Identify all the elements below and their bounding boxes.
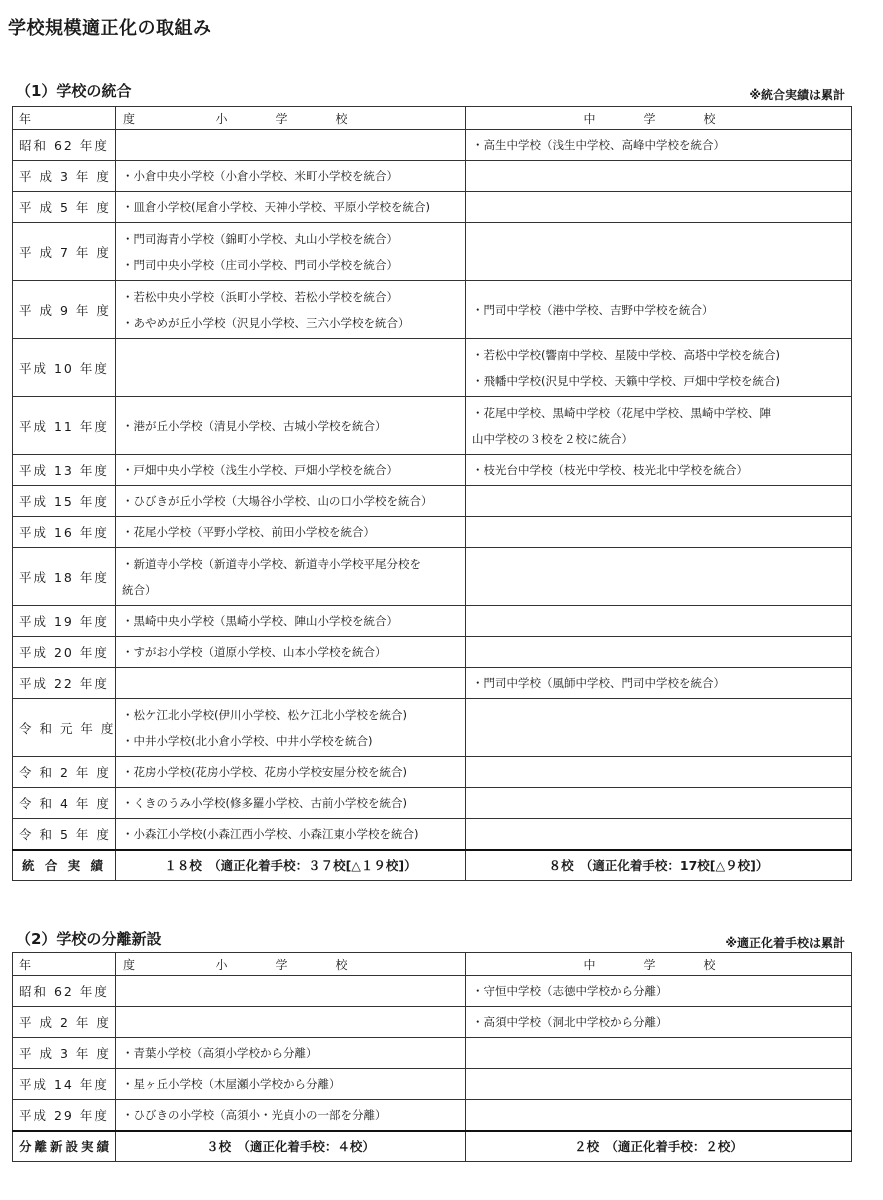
year-cell: 平成 10 年度: [13, 339, 116, 397]
school-entry: ・港が丘小学校（清見小学校、古城小学校を統合）: [122, 418, 387, 433]
school-entry: ・中井小学校(北小倉小学校、中井小学校を統合): [122, 733, 373, 748]
total-row: [13, 850, 852, 881]
total-label: 統 合 実 績: [13, 850, 116, 881]
school-entry: ・ひびきの小学校（高須小・光貞小の一部を分離）: [122, 1107, 387, 1122]
junior-high-cell: [466, 1038, 852, 1069]
table-row: [13, 788, 852, 819]
table-row: [13, 1069, 852, 1100]
total-elementary: １８校 （適正化着手校：３７校[△１９校]）: [116, 850, 466, 881]
school-entry: ・新道寺小学校（新道寺小学校、新道寺小学校平尾分校を: [122, 556, 421, 571]
year-cell: 平 成 9 年 度: [13, 281, 116, 339]
school-entry: ・皿倉小学校(尾倉小学校、天神小学校、平原小学校を統合): [122, 200, 430, 214]
elementary-cell: [116, 788, 466, 819]
header-elementary: 小 学 校: [116, 107, 466, 130]
header-junior-high: 中 学 校: [466, 953, 852, 976]
elementary-cell: [116, 668, 466, 699]
table-row: [13, 130, 852, 161]
junior-high-cell: [466, 788, 852, 819]
school-entry: ・戸畑中央小学校（浅生小学校、戸畑小学校を統合）: [122, 463, 398, 477]
elementary-cell: [116, 1038, 466, 1069]
table-row: [13, 486, 852, 517]
elementary-cell: [116, 161, 466, 192]
table-row: [13, 223, 852, 281]
school-entry: ・飛幡中学校(沢見中学校、天籟中学校、戸畑中学校を統合): [472, 373, 780, 388]
school-entry: ・枝光台中学校（枝光中学校、枝光北中学校を統合）: [472, 463, 748, 477]
year-cell: 令 和 5 年 度: [13, 819, 116, 850]
junior-high-cell: [466, 486, 852, 517]
table-row: [13, 819, 852, 850]
school-entry: ・若松中央小学校（浜町小学校、若松小学校を統合）: [122, 289, 398, 304]
year-cell: 平成 11 年度: [13, 397, 116, 455]
elementary-cell: [116, 517, 466, 548]
elementary-cell: [116, 976, 466, 1007]
junior-high-cell: [466, 130, 852, 161]
school-entry: ・くきのうみ小学校(修多羅小学校、古前小学校を統合): [122, 796, 407, 810]
junior-high-cell: [466, 161, 852, 192]
table-row: [13, 757, 852, 788]
elementary-cell: [116, 1069, 466, 1100]
school-entry: 山中学校の３校を２校に統合）: [472, 431, 633, 446]
junior-high-cell: [466, 637, 852, 668]
table-row: [13, 548, 852, 606]
elementary-cell: [116, 281, 466, 339]
junior-high-cell: [466, 223, 852, 281]
elementary-cell: [116, 819, 466, 850]
school-entry: ・松ケ江北小学校(伊川小学校、松ケ江北小学校を統合): [122, 707, 407, 722]
table-row: [13, 668, 852, 699]
total-elementary: ３校 （適正化着手校：４校）: [116, 1131, 466, 1162]
elementary-cell: [116, 339, 466, 397]
junior-high-cell: [466, 281, 852, 339]
school-entry: ・あやめが丘小学校（沢見小学校、三六小学校を統合）: [122, 315, 410, 330]
junior-high-cell: [466, 1007, 852, 1038]
year-cell: 平成 16 年度: [13, 517, 116, 548]
total-label: 分離新設実績: [13, 1131, 116, 1162]
elementary-cell: [116, 606, 466, 637]
junior-high-cell: [466, 548, 852, 606]
junior-high-cell: [466, 1069, 852, 1100]
year-cell: 令 和 4 年 度: [13, 788, 116, 819]
year-cell: 平成 19 年度: [13, 606, 116, 637]
elementary-cell: [116, 455, 466, 486]
school-entry: ・門司中央小学校（庄司小学校、門司小学校を統合）: [122, 257, 398, 272]
school-entry: ・小倉中央小学校（小倉小学校、米町小学校を統合）: [122, 169, 398, 183]
year-cell: 平成 22 年度: [13, 668, 116, 699]
year-cell: 平成 13 年度: [13, 455, 116, 486]
school-entry: ・花房小学校(花房小学校、花房小学校安屋分校を統合): [122, 765, 407, 779]
table-row: [13, 161, 852, 192]
junior-high-cell: [466, 192, 852, 223]
section-note-merger: ※統合実績は累計: [749, 88, 845, 102]
school-entry: 統合）: [122, 582, 157, 597]
table-row: [13, 1100, 852, 1131]
school-entry: ・青葉小学校（高須小学校から分離）: [122, 1046, 318, 1060]
table-header-row: [13, 107, 852, 130]
total-row: [13, 1131, 852, 1162]
year-cell: 平 成 2 年 度: [13, 1007, 116, 1038]
school-entry: ・門司中学校（風師中学校、門司中学校を統合）: [472, 676, 725, 690]
separation-table: [12, 952, 852, 1162]
page-title: 学校規模適正化の取組み: [8, 18, 212, 39]
table-header-row: [13, 953, 852, 976]
table-row: [13, 517, 852, 548]
elementary-cell: [116, 637, 466, 668]
junior-high-cell: [466, 757, 852, 788]
junior-high-cell: [466, 819, 852, 850]
school-entry: ・花尾小学校（平野小学校、前田小学校を統合）: [122, 525, 375, 539]
school-entry: ・ひびきが丘小学校（大場谷小学校、山の口小学校を統合）: [122, 494, 433, 508]
junior-high-cell: [466, 1100, 852, 1131]
junior-high-cell: [466, 606, 852, 637]
junior-high-cell: [466, 339, 852, 397]
header-year: 年 度: [13, 953, 116, 976]
year-cell: 平成 15 年度: [13, 486, 116, 517]
elementary-cell: [116, 192, 466, 223]
merger-table: [12, 106, 852, 881]
section-title-merger: （1）学校の統合: [16, 82, 132, 100]
section-title-separation: （2）学校の分離新設: [16, 930, 162, 948]
table-row: [13, 1007, 852, 1038]
school-entry: ・門司中学校（港中学校、吉野中学校を統合）: [472, 302, 714, 317]
school-entry: ・花尾中学校、黒崎中学校（花尾中学校、黒崎中学校、陣: [472, 405, 771, 420]
elementary-cell: [116, 548, 466, 606]
school-entry: ・若松中学校(響南中学校、星陵中学校、高塔中学校を統合): [472, 347, 780, 362]
elementary-cell: [116, 699, 466, 757]
total-junior-high: ２校 （適正化着手校：２校）: [466, 1131, 852, 1162]
school-entry: ・すがお小学校（道原小学校、山本小学校を統合）: [122, 645, 387, 659]
junior-high-cell: [466, 699, 852, 757]
table-row: [13, 606, 852, 637]
year-cell: 平 成 3 年 度: [13, 1038, 116, 1069]
table-row: [13, 281, 852, 339]
year-cell: 平 成 7 年 度: [13, 223, 116, 281]
year-cell: 昭和 62 年度: [13, 976, 116, 1007]
year-cell: 平成 18 年度: [13, 548, 116, 606]
year-cell: 令 和 2 年 度: [13, 757, 116, 788]
junior-high-cell: [466, 668, 852, 699]
elementary-cell: [116, 130, 466, 161]
junior-high-cell: [466, 976, 852, 1007]
year-cell: 平成 14 年度: [13, 1069, 116, 1100]
elementary-cell: [116, 223, 466, 281]
table-row: [13, 192, 852, 223]
section-note-separation: ※適正化着手校は累計: [725, 936, 845, 950]
table-row: [13, 1038, 852, 1069]
school-entry: ・門司海青小学校（錦町小学校、丸山小学校を統合）: [122, 231, 398, 246]
table-row: [13, 976, 852, 1007]
school-entry: ・黒崎中央小学校（黒崎小学校、陣山小学校を統合）: [122, 614, 398, 628]
year-cell: 昭和 62 年度: [13, 130, 116, 161]
year-cell: 平 成 3 年 度: [13, 161, 116, 192]
elementary-cell: [116, 757, 466, 788]
elementary-cell: [116, 1007, 466, 1038]
school-entry: ・星ヶ丘小学校（木屋瀬小学校から分離）: [122, 1077, 341, 1091]
school-entry: ・高須中学校（洞北中学校から分離）: [472, 1015, 668, 1029]
table-row: [13, 699, 852, 757]
year-cell: 平 成 5 年 度: [13, 192, 116, 223]
elementary-cell: [116, 397, 466, 455]
junior-high-cell: [466, 455, 852, 486]
table-row: [13, 637, 852, 668]
year-cell: 平成 20 年度: [13, 637, 116, 668]
year-cell: 平成 29 年度: [13, 1100, 116, 1131]
header-elementary: 小 学 校: [116, 953, 466, 976]
junior-high-cell: [466, 397, 852, 455]
total-junior-high: ８校 （適正化着手校：17校[△９校]）: [466, 850, 852, 881]
year-cell: 令 和 元 年 度: [13, 699, 116, 757]
header-year: 年 度: [13, 107, 116, 130]
elementary-cell: [116, 486, 466, 517]
table-row: [13, 397, 852, 455]
junior-high-cell: [466, 517, 852, 548]
school-entry: ・高生中学校（浅生中学校、高峰中学校を統合）: [472, 138, 725, 152]
table-row: [13, 339, 852, 397]
header-junior-high: 中 学 校: [466, 107, 852, 130]
school-entry: ・守恒中学校（志徳中学校から分離）: [472, 984, 668, 998]
elementary-cell: [116, 1100, 466, 1131]
table-row: [13, 455, 852, 486]
school-entry: ・小森江小学校(小森江西小学校、小森江東小学校を統合): [122, 826, 419, 841]
